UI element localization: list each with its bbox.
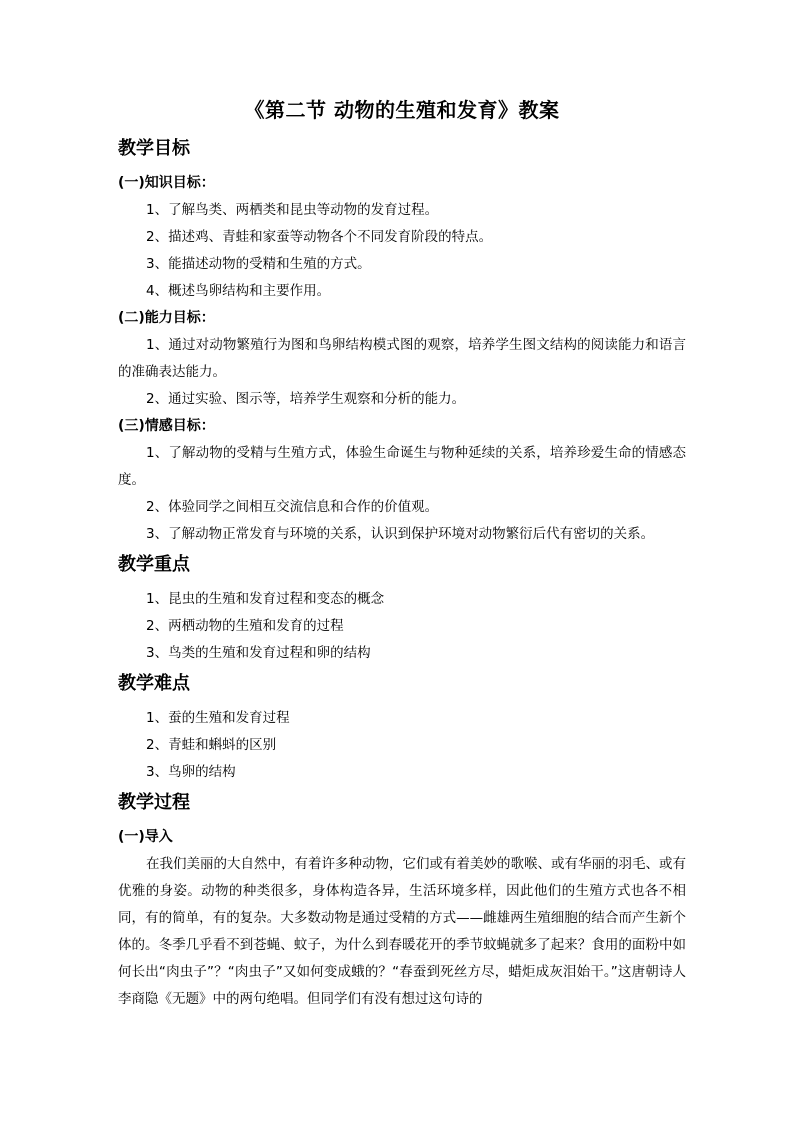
difficulty-item: 1、蚕的生殖和发育过程 <box>146 710 290 726</box>
emotion-item: 3、了解动物正常发育与环境的关系，认识到保护环境对动物繁衍后代有密切的关系。 <box>146 526 655 542</box>
subheading-ability: (二)能力目标： <box>118 310 215 326</box>
ability-item: 1、通过对动物繁殖行为图和鸟卵结构模式图的观察，培养学生图文结构的阅读能力和语言的准确表达能力。 <box>118 337 686 380</box>
section-heading-objectives: 教学目标 <box>118 138 190 159</box>
knowledge-item: 1、了解鸟类、两栖类和昆虫等动物的发育过程。 <box>146 202 439 218</box>
document-title: 《第二节 动物的生殖和发育》教案 <box>244 98 560 122</box>
subheading-knowledge: (一)知识目标： <box>118 175 215 191</box>
document-body <box>118 96 686 1013</box>
intro-paragraph: 在我们美丽的大自然中，有着许多种动物，它们或有着美妙的歌喉、或有华丽的羽毛、或有优雅的身姿。动物的种类很多，身体构造各异，生活环境多样，因此他们的生殖方式也各不相同，有的简单，有的复杂。大多数动物是通过受精的方式——雌雄两生殖细胞的结合而产生新个体的。冬季几乎看不到苍蝇、蚊子，为什么到春暖花开的季节蚊蝇就多了起来？食用的面粉中如何长出“肉虫子”？“肉虫子”又如何变成蛾的？“春蚕到死丝方尽，蜡炬成灰泪始干。”这唐朝诗人李商隐《无题》中的两句绝唱。但同学们有没有想过这句诗的 <box>118 856 686 1007</box>
knowledge-item: 2、描述鸡、青蛙和家蚕等动物各个不同发育阶段的特点。 <box>146 229 493 245</box>
subheading-intro: (一)导入 <box>118 829 173 845</box>
knowledge-item: 4、概述鸟卵结构和主要作用。 <box>146 283 331 299</box>
emotion-item: 1、了解动物的受精与生殖方式，体验生命诞生与物种延续的关系，培养珍爱生命的情感态度。 <box>118 445 686 488</box>
knowledge-item: 3、能描述动物的受精和生殖的方式。 <box>146 256 371 272</box>
key-point-item: 2、两栖动物的生殖和发育的过程 <box>146 618 344 634</box>
subheading-emotion: (三)情感目标： <box>118 418 215 434</box>
key-point-item: 1、昆虫的生殖和发育过程和变态的概念 <box>146 591 385 607</box>
difficulty-item: 2、青蛙和蝌蚪的区别 <box>146 737 277 753</box>
section-heading-difficulties: 教学难点 <box>118 673 190 694</box>
section-heading-process: 教学过程 <box>118 792 190 813</box>
emotion-item: 2、体验同学之间相互交流信息和合作的价值观。 <box>146 499 439 515</box>
difficulty-item: 3、鸟卵的结构 <box>146 764 236 780</box>
section-heading-key-points: 教学重点 <box>118 554 190 575</box>
ability-item: 2、通过实验、图示等，培养学生观察和分析的能力。 <box>146 391 466 407</box>
key-point-item: 3、鸟类的生殖和发育过程和卵的结构 <box>146 645 371 661</box>
